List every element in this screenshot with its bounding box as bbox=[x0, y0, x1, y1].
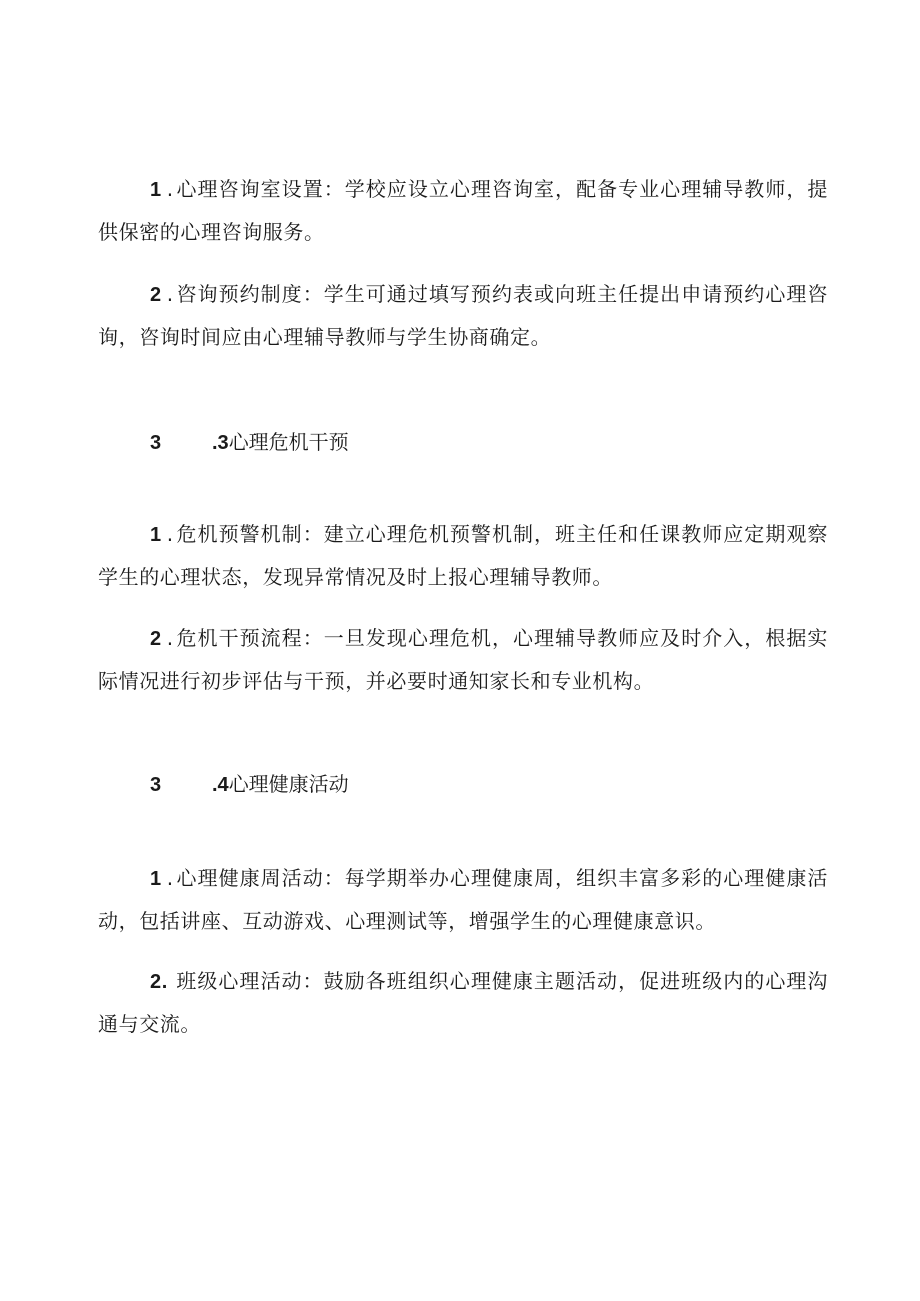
activities-item-1 bbox=[98, 857, 828, 942]
section-heading-crisis bbox=[150, 427, 349, 458]
heading-number: 3 bbox=[150, 774, 162, 796]
item-text: 咨询预约制度：学生可通过填写预约表或向班主任提出申请预约心理咨询，咨询时间应由心理辅导教师与学生协商确定。 bbox=[98, 282, 828, 349]
item-number: 2. bbox=[150, 971, 168, 993]
item-separator: . bbox=[166, 866, 174, 890]
item-text: 危机预警机制：建立心理危机预警机制，班主任和任课教师应定期观察学生的心理状态，发现异常情况及时上报心理辅导教师。 bbox=[98, 522, 828, 589]
crisis-item-2 bbox=[98, 617, 828, 702]
item-number: 2 bbox=[150, 628, 162, 650]
item-separator: . bbox=[166, 522, 174, 546]
item-separator: . bbox=[166, 626, 174, 650]
item-separator: . bbox=[166, 282, 174, 306]
item-number: 1 bbox=[150, 868, 162, 890]
item-text: 心理咨询室设置：学校应设立心理咨询室，配备专业心理辅导教师，提供保密的心理咨询服务。 bbox=[98, 177, 828, 244]
heading-subnumber: .4 bbox=[212, 774, 229, 796]
item-number: 1 bbox=[150, 179, 162, 201]
item-separator: . bbox=[166, 177, 174, 201]
item-number: 2 bbox=[150, 284, 162, 306]
item-text: 心理健康周活动：每学期举办心理健康周，组织丰富多彩的心理健康活动，包括讲座、互动游戏、心理测试等，增强学生的心理健康意识。 bbox=[98, 866, 828, 933]
item-text: 班级心理活动：鼓励各班组织心理健康主题活动，促进班级内的心理沟通与交流。 bbox=[98, 969, 828, 1036]
crisis-item-1 bbox=[98, 513, 828, 598]
heading-subnumber: .3 bbox=[212, 432, 229, 454]
heading-title: 心理健康活动 bbox=[228, 772, 349, 796]
section-heading-activities bbox=[150, 769, 349, 800]
item-separator bbox=[168, 969, 176, 993]
consult-item-1 bbox=[98, 168, 828, 253]
item-text: 危机干预流程：一旦发现心理危机，心理辅导教师应及时介入，根据实际情况进行初步评估与干预，并必要时通知家长和专业机构。 bbox=[98, 626, 828, 693]
activities-item-2 bbox=[98, 960, 828, 1045]
heading-number: 3 bbox=[150, 432, 162, 454]
heading-title: 心理危机干预 bbox=[228, 430, 349, 454]
consult-item-2 bbox=[98, 273, 828, 358]
item-number: 1 bbox=[150, 524, 162, 546]
